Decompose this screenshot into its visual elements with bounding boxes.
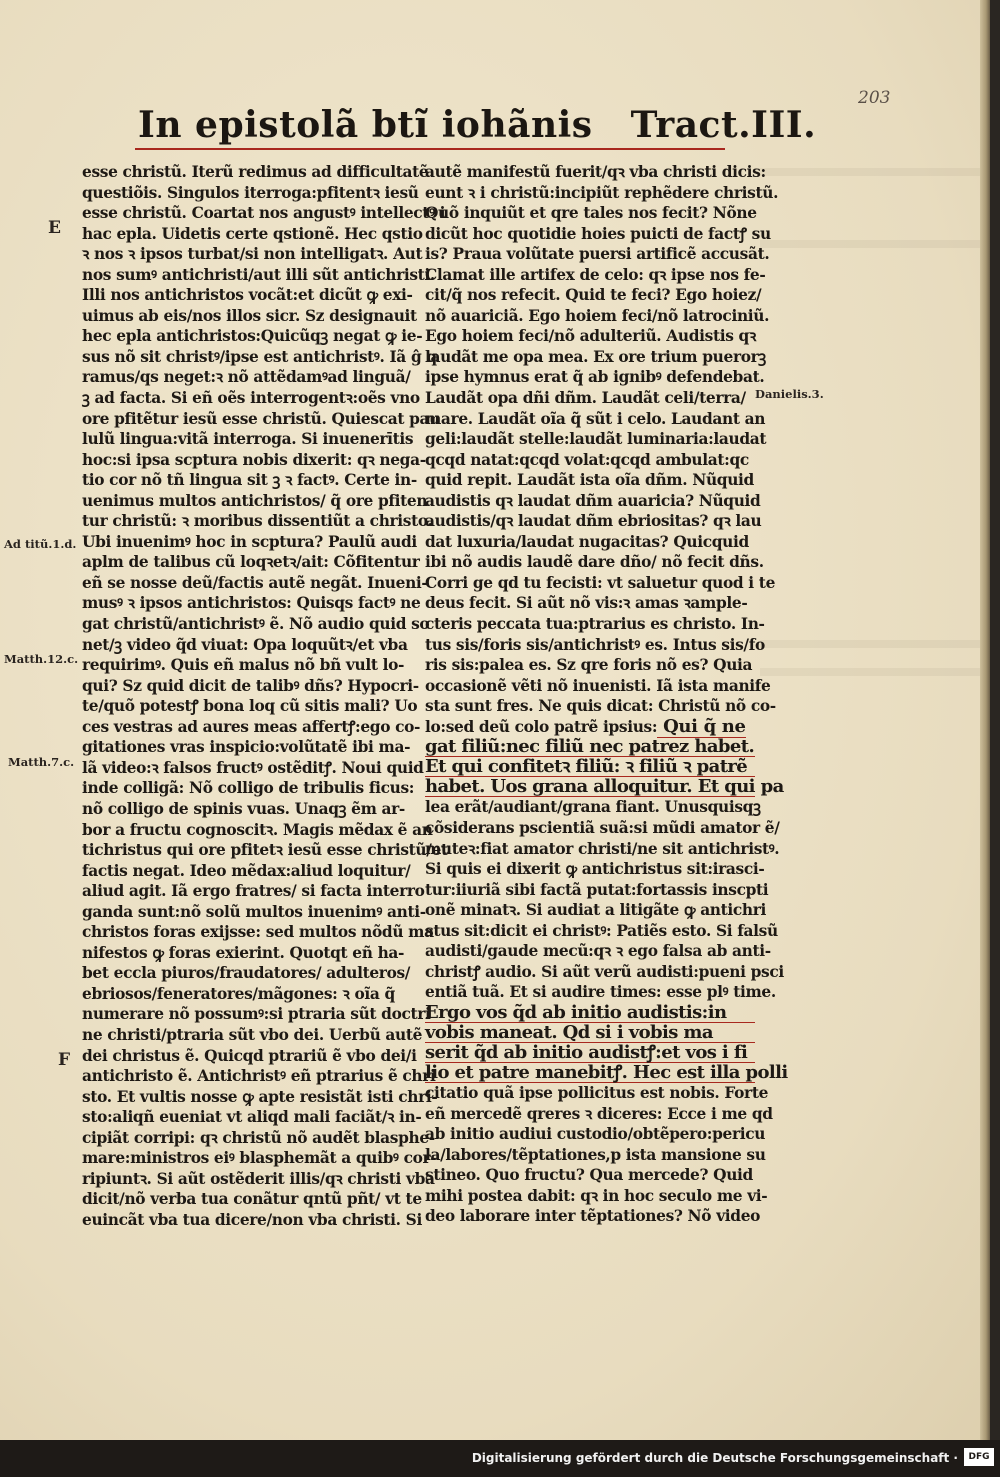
text-line: lulũ lingua:vitã interroga. Si inuenerītis [82,430,414,449]
footer-credit: Digitalisierung gefördert durch die Deutsche Forschungsgemeinschaft · [471,1451,958,1465]
text-line: ne christi/ptraria sũt vbo dei. Uerbũ autẽ [82,1025,423,1044]
text-line: deus fecit. Si aũt nõ vis:ꝛ amas ꝛample- [425,594,748,613]
text-line: factis negat. Ideo mẽdax:aliud loquitur/ [82,861,411,880]
head-red-rule [135,148,725,150]
text-line: musꝰ ꝛ ipsos antichristos: Quisqs factꝰ ne [82,594,421,613]
text-line: citatio quã ipse pollicitus est nobis. Forte [425,1084,769,1103]
text-line: requirimꝰ. Quis eñ malus nõ bñ vult lo- [82,656,405,675]
text-line: hec epla antichristos:Quicũqꝫ negat ꝙ ie- [82,327,423,346]
text-line: deo laborare inter tẽptationes? Nõ video [425,1207,761,1226]
text-line: Si quis ei dixerit ꝙ antichristus sit:irasci- [425,860,765,879]
text-line: ces vestras ad aures meas affertꝭ:ego co- [82,717,421,736]
text-line: is? Praua volũtate puersi artificẽ accusãt. [425,245,770,264]
text-line: autẽ manifestũ fuerit/qꝛ vba christi dicis: [425,163,766,181]
text-line: tur christũ: ꝛ moribus dissentiũt a christo. [82,512,433,531]
text-line: Ubi inuenimꝰ hoc in scptura? Paulũ audi [82,532,417,551]
text-line: ipse hymnus erat q̃ ab ignibꝰ defendebat. [425,368,765,387]
left-text-column [82,162,448,1230]
running-head [138,104,816,146]
text-line: hac epla. Uidetis certe qstionẽ. Hec qstio [82,224,423,243]
text-line: tus sis/foris sis/antichristꝰ es. Intus sis/fo [425,635,765,654]
bleed-through [760,640,980,648]
text-line: lea erãt/audiant/grana fiant. Unusquisqꝫ [425,798,761,817]
text-line: Ergo vos q̃d ab initio audistis:in [425,1003,755,1023]
page-edge [980,0,990,1440]
text-line: ꝛ nos ꝛ ipsos turbat/si non intelligatꝛ. Aut [82,245,423,264]
text-line: serit q̃d ab initio audistꝭ:et vos i fi [425,1043,755,1063]
text-line: numerare nõ possumꝰ:si ptraria sũt doctri [82,1005,431,1024]
text-line: ramus/qs neget:ꝛ nõ attẽdamꝰad linguã/ [82,368,411,387]
text-line: onẽ minatꝛ. Si audiat a litigãte ꝙ antichri [425,901,767,920]
text-line: net/ꝫ video q̃d viuat: Opa loquũtꝛ/et vba [82,635,408,654]
text-line: mihi postea dabit: qꝛ in hoc seculo me vi- [425,1186,768,1205]
text-line: esse christũ. Iterũ redimus ad difficultatẽ [82,163,429,181]
text-line: dicũt hoc quotidie hoies puicti de factꝭ su [425,224,771,243]
text-line: occasionẽ vẽti nõ inuenisti. Iã ista manife [425,676,771,695]
text-line: inde colligã: Nõ colligo de tribulis ficus: [82,779,415,798]
text-line: Illi nos antichristos vocãt:et dicũt ꝙ exi- [82,286,413,305]
text-line: ripiuntꝛ. Si aũt ostẽderit illis/qꝛ christi vba [82,1169,435,1188]
text-line: gitationes vras inspicio:volũtatẽ ibi ma- [82,738,411,757]
text-line: vobis maneat. Qd si i vobis ma [425,1023,755,1043]
text-line: lio et patre manebitꝭ. Hec est illa polli [425,1062,788,1084]
margin-citation: Matth.7.c. [8,755,75,769]
text-line: antichristo ẽ. Antichristꝰ eñ ptrarius ẽ chri [82,1067,436,1086]
text-line: christos foras exijsse: sed multos nõdũ ma [82,923,434,942]
text-line: ris sis:palea es. Sz qre foris nõ es? Quia [425,656,753,675]
text-line: stineo. Quo fructu? Qua mercede? Quid [425,1166,753,1185]
text-line: tur:iiuriã sibi factã putat:fortassis inscpti [425,880,769,899]
text-line: tio cor nõ tñ lingua sit ꝫ ꝛ factꝰ. Certe in- [82,471,417,490]
margin-section-letter: F [58,1050,71,1070]
margin-section-letter: E [48,218,61,238]
text-line: gat filiũ:nec filiũ nec patrez habet. [425,736,755,758]
dfg-logo: DFG [964,1448,994,1466]
text-line: qcqd natat:qcqd volat:qcqd ambulat:qc [425,450,749,469]
text-line: ab initio audiui custodio/obtẽpero:pericu [425,1125,766,1144]
right-text-column [425,162,788,1227]
text-line: lo:sed deũ colo patrẽ ipsius: Qui q̃ ne [425,715,746,737]
text-line: euincãt vba tua dicere/non vba christi. Si [82,1210,422,1229]
text-line: sus nõ sit christꝰ/ipse est antichristꝰ. Iã ĝ q [82,347,437,366]
margin-citation: Ad titũ.1.d. [4,537,77,551]
text-line: ibi nõ audis laudẽ dare dño/ nõ fecit dñs. [425,553,764,572]
text-line: aplm de talibus cũ loqꝛetꝛ/ait: Cõfitentur [82,553,420,572]
margin-citation: Matth.12.c. [4,652,79,666]
text-line: bet eccla piuros/fraudatores/ adulteros/ [82,964,411,983]
text-line: uenimus multos antichristos/ q̃ ore pfiten [82,491,428,510]
text-line: Et qui confitetꝛ filiũ: ꝛ filiũ ꝛ patrẽ [425,757,755,777]
text-line: laudãt me opa mea. Ex ore trium puerorꝫ [425,347,766,366]
text-line: Clamat ille artifex de celo: qꝛ ipse nos fe- [425,265,766,284]
text-line: lã video:ꝛ falsos fructꝰ ostẽditꝭ. Noui quid [82,758,424,777]
text-line: christꝭ audio. Si aũt verũ audisti:pueni psci [425,962,784,981]
text-line: nos sumꝰ antichristi/aut illi sũt antichristi. [82,265,435,284]
text-line: hoc:si ipsa scptura nobis dixerit: qꝛ nega- [82,450,426,469]
text-line: sto. Et vultis nosse ꝙ apte resistãt isti chri- [82,1087,438,1106]
text-line: Laudãt opa dñi dñm. Laudãt celi/terra/ [425,389,746,408]
text-line: sto:aliqñ eueniat vt aliqd mali faciãt/ꝛ in- [82,1108,422,1127]
text-line: bor a fructu cognoscitꝛ. Magis mẽdax ẽ an [82,820,433,839]
folio-number: 203 [858,88,891,108]
running-head-tractate: Tract.III. [630,104,817,146]
text-line: audistis/qꝛ laudat dñm ebriositas? qꝛ lau [425,512,762,531]
text-line: tichristus qui ore pfitetꝛ iesũ esse christũ/et [82,841,448,860]
text-line: mare. Laudãt oĩa q̃ sũt i celo. Laudant an [425,409,766,428]
text-line: muteꝛ:fiat amator christi/ne sit antichristꝰ. [425,839,780,858]
running-head-title: In epistolã btĩ iohãnis [138,104,593,146]
text-line: questiõis. Singulos iterroga:pfitentꝛ iesũ [82,183,419,202]
text-line: ꝫ ad facta. Si eñ oẽs interrogentꝛ:oẽs vno [82,389,420,408]
bleed-through [760,668,980,676]
text-line: Ego hoiem feci/nõ adulteriũ. Audistis qꝛ [425,327,756,346]
text-line: eñ mercedẽ qreres ꝛ diceres: Ecce i me qd [425,1104,773,1123]
text-line: cteris peccata tua:ptrarius es christo. In- [425,615,765,634]
text-line: cipiãt corripi: qꝛ christũ nõ audẽt blasphe- [82,1128,435,1147]
text-line: eunt ꝛ i christũ:incipiũt rephẽdere christũ. [425,183,779,202]
text-line: Corri ge qd tu fecisti: vt saluetur quod i te [425,573,776,592]
text-line: sta sunt fres. Ne quis dicat: Christũ nõ co- [425,697,776,716]
bleed-through [760,168,980,176]
text-line: geli:laudãt stelle:laudãt luminaria:laudat [425,430,767,449]
text-line: ore pfitẽtur iesũ esse christũ. Quiescat pau [82,409,440,428]
text-line: ganda sunt:nõ solũ multos inuenimꝰ anti- [82,902,426,921]
text-line: aliud agit. Iã ergo fratres/ si facta interro [82,882,425,901]
margin-citation: Danielis.3. [755,387,824,401]
text-line: Quõ inquiũt et qre tales nos fecit? Nõne [425,204,757,223]
text-line: dei christus ẽ. Quicqd ptrariũ ẽ vbo dei/i [82,1046,417,1065]
text-line: mare:ministros eiꝰ blasphemãt a quibꝰ cor- [82,1149,437,1168]
text-line: uimus ab eis/nos illos sicr. Sz designauit [82,306,417,325]
text-line: nõ auariciã. Ego hoiem feci/nõ latrociniũ. [425,306,770,325]
rubric-inline: Qui q̃ ne [657,715,746,737]
text-line: audisti/gaude mecũ:qꝛ ꝛ ego falsa ab anti- [425,942,771,961]
text-line: habet. Uos grana alloquitur. Et qui pa [425,776,784,798]
text-line: dicit/nõ verba tua conãtur qntũ pñt/ vt te [82,1190,422,1209]
bleed-through [760,240,980,248]
text-line: qui? Sz quid dicit de talibꝰ dñs? Hypocri- [82,676,419,695]
text-line: nifestos ꝙ foras exierint. Quotqt eñ ha- [82,943,405,962]
text-line: gat christũ/antichristꝰ ẽ. Nõ audio quid so [82,615,430,634]
text-line: entiã tuã. Et si audire times: esse plꝰ time. [425,983,776,1002]
text-line: dat luxuria/laudat nugacitas? Quicquid [425,532,749,551]
text-line: stus sit:dicit ei christꝰ: Patiẽs esto. Si falsũ [425,921,778,940]
text-line: cõsiderans pscientiã suã:si mũdi amator ẽ/ [425,819,780,837]
text-line: te/quõ potestꝭ bona loq cũ sitis mali? Uo [82,697,418,716]
text-line: cit/q̃ nos refecit. Quid te feci? Ego hoiez/ [425,286,762,305]
text-line: ebriosos/feneratores/mãgones: ꝛ oĩa q̃ [82,984,395,1003]
text-line: audistis qꝛ laudat dñm auaricia? Nũquid [425,491,761,510]
text-line: quid repit. Laudãt ista oĩa dñm. Nũquid [425,471,754,490]
text-line: esse christũ. Coartat nos angustꝰ intellectꝰ i [82,204,446,223]
text-line: eñ se nosse deũ/factis autẽ negãt. Inueni- [82,573,428,592]
text-line: la/labores/tẽptationes,p ista mansione su [425,1145,766,1164]
text-line: nõ colligo de spinis vuas. Unaqꝫ ẽm ar- [82,799,405,818]
